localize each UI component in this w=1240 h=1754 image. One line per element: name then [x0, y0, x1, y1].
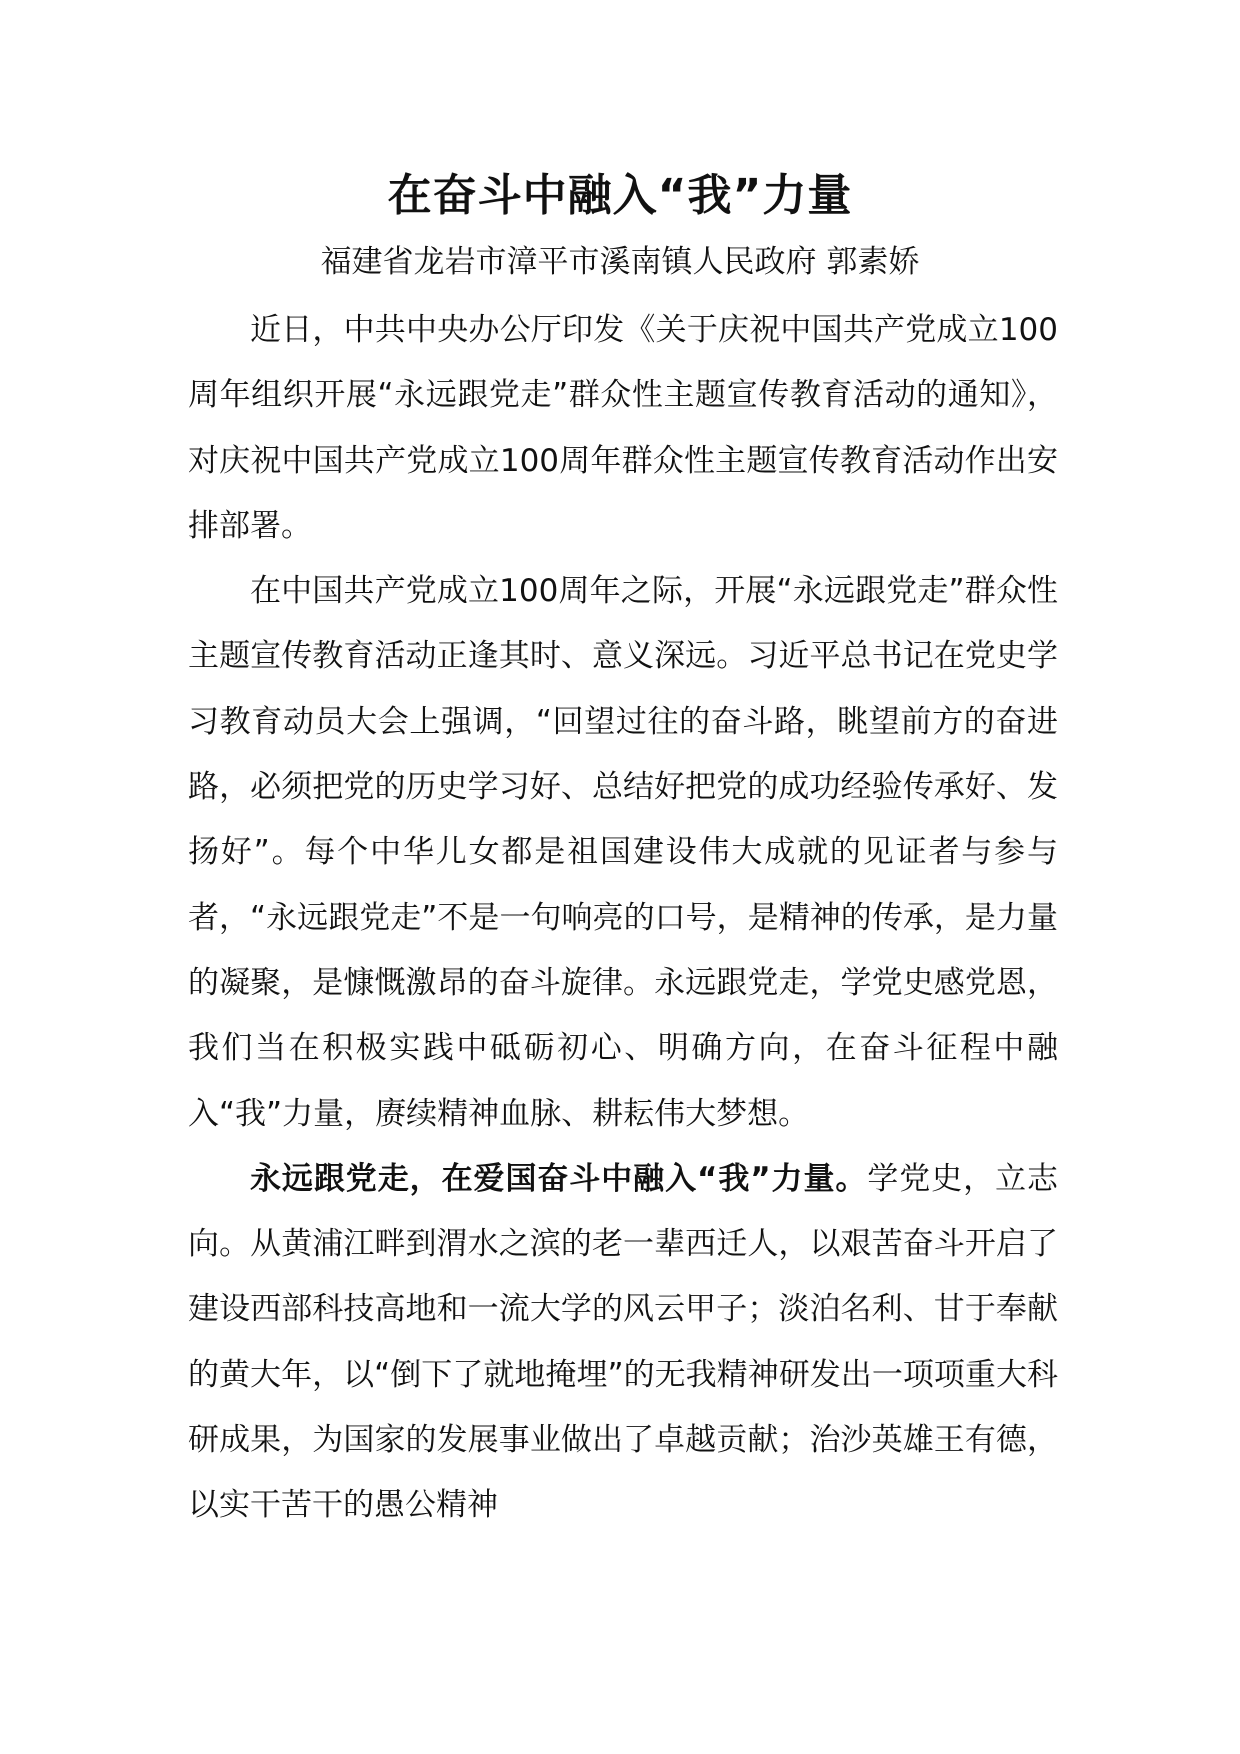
document-title: 在奋斗中融入“我”力量	[387, 170, 853, 221]
paragraph-text: 学党史，立志向。从黄浦江畔到渭水之滨的老一辈西迁人，以艰苦奋斗开启了建设西部科技高地和一流大学的风云甲子；淡泊名利、甘于奉献的黄大年，以“倒下了就地掩埋”的无我精神研发出一项项重大科研成果，为国家的发展事业做出了卓越贡献；治沙英雄王有德，以实干苦干的愚公精神	[188, 1160, 1059, 1524]
paragraph-text: 近日，中共中央办公厅印发《关于庆祝中国共产党成立100周年组织开展“永远跟党走”群众性主题宣传教育活动的通知》，对庆祝中国共产党成立100周年群众性主题宣传教育活动作出安排部署。	[188, 312, 1058, 544]
document-body	[188, 298, 1058, 1539]
author-byline: 福建省龙岩市漳平市溪南镇人民政府 郭素娇	[320, 244, 920, 280]
paragraph-2	[188, 559, 1058, 1147]
paragraph-1	[188, 298, 1058, 559]
paragraph-lead-heading: 永远跟党走，在爱国奋斗中融入“我”力量。	[250, 1160, 868, 1197]
paragraph-3	[188, 1147, 1058, 1539]
paragraph-text: 在中国共产党成立100周年之际，开展“永远跟党走”群众性主题宣传教育活动正逢其时、意义深远。习近平总书记在党史学习教育动员大会上强调，“回望过往的奋斗路，眺望前方的奋进路，必须把党的历史学习好、总结好把党的成功经验传承好、发扬好”。每个中华儿女都是祖国建设伟大成就的见证者与参与者，“永远跟党走”不是一句响亮的口号，是精神的传承，是力量的凝聚，是慷慨激昂的奋斗旋律。永远跟党走，学党史感党恩，我们当在积极实践中砥砺初心、明确方向，在奋斗征程中融入“我”力量，赓续精神血脉、耕耘伟大梦想。	[188, 573, 1058, 1132]
